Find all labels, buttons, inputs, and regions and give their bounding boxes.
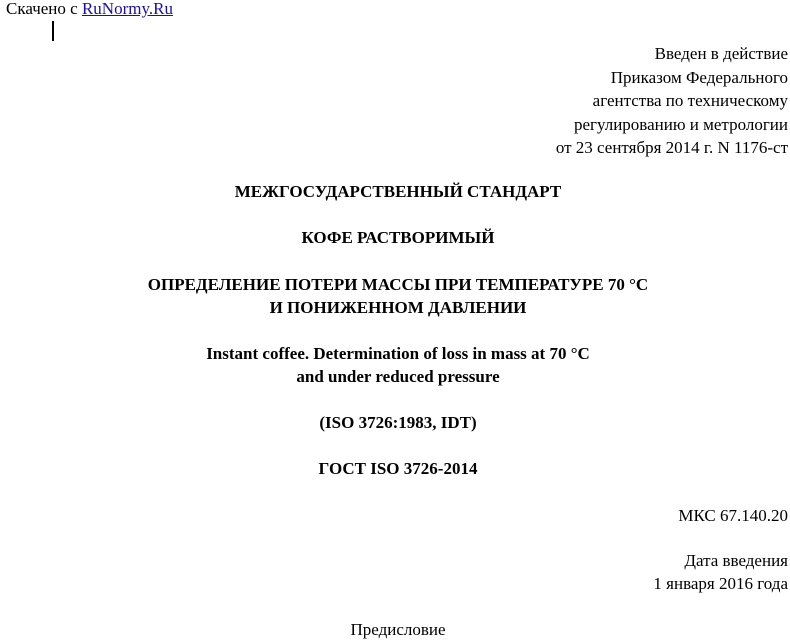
effective-date: 1 января 2016 года [653, 574, 788, 593]
text-cursor [52, 21, 54, 41]
source-prefix: Скачено с [6, 0, 82, 18]
source-line [6, 0, 173, 18]
russian-title-line-1: ОПРЕДЕЛЕНИЕ ПОТЕРИ МАССЫ ПРИ ТЕМПЕРАТУРЕ 70 °С [147, 275, 649, 294]
english-title [0, 342, 790, 388]
effective-date-label: Дата введения [684, 551, 788, 570]
source-link[interactable]: RuNormy.Ru [81, 0, 173, 18]
iso-reference-text: (ISO 3726:1983, IDT) [319, 413, 477, 432]
product-heading [0, 226, 790, 249]
iso-reference [0, 411, 790, 434]
intro-line: агентства по техническому [592, 91, 788, 110]
standard-type-heading [0, 180, 790, 203]
english-title-line-2: and under reduced pressure [296, 367, 500, 386]
intro-line: Приказом Федерального [610, 67, 788, 87]
russian-title [0, 273, 790, 319]
english-title-line-1: Instant coffee. Determination of loss in mass at 70 °C [206, 344, 590, 363]
standard-type: МЕЖГОСУДАРСТВЕННЫЙ СТАНДАРТ [234, 182, 562, 201]
intro-block [556, 42, 788, 160]
intro-line: от 23 сентября 2014 г. N 1176-ст [555, 138, 788, 157]
intro-line: Введен в действие [654, 44, 788, 63]
gost-code-text: ГОСТ ISO 3726-2014 [318, 459, 478, 478]
gost-code [0, 457, 790, 480]
intro-line: регулированию и метрологии [573, 114, 788, 134]
preface-heading: Предисловие [350, 620, 446, 639]
mks-code: МКС 67.140.20 [678, 506, 788, 525]
russian-title-line-2: И ПОНИЖЕННОМ ДАВЛЕНИИ [269, 298, 527, 317]
product-title: КОФЕ РАСТВОРИМЫЙ [301, 228, 495, 247]
